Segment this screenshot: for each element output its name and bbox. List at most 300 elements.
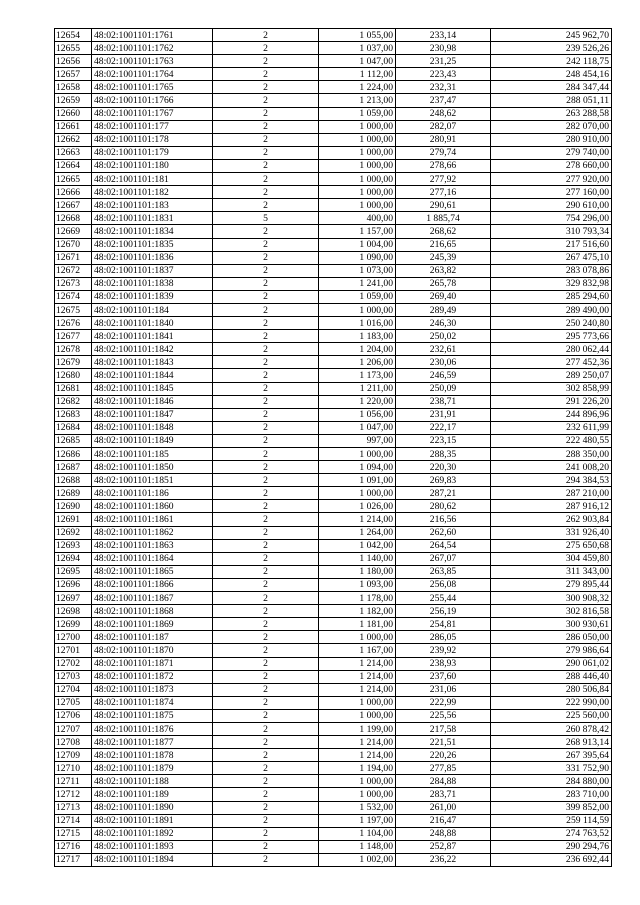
row-number-cell: 12684 — [55, 421, 92, 434]
cadastral-number-cell: 48:02:1001101:1838 — [92, 277, 213, 290]
table-row — [55, 330, 612, 343]
cadastral-value-cell: 280 506,84 — [491, 683, 612, 696]
unit-value-cell: 223,43 — [396, 68, 491, 81]
unit-value-cell: 282,07 — [396, 120, 491, 133]
table-row — [55, 500, 612, 513]
cadastral-number-cell: 48:02:1001101:1767 — [92, 107, 213, 120]
cadastral-value-cell: 267 475,10 — [491, 251, 612, 264]
unit-value-cell: 232,31 — [396, 81, 491, 94]
category-cell: 2 — [213, 81, 319, 94]
area-cell: 1 000,00 — [319, 186, 396, 199]
row-number-cell: 12712 — [55, 788, 92, 801]
category-cell: 2 — [213, 631, 319, 644]
cadastral-number-cell: 48:02:1001101:184 — [92, 303, 213, 316]
area-cell: 1 000,00 — [319, 448, 396, 461]
table-row — [55, 840, 612, 853]
row-number-cell: 12661 — [55, 120, 92, 133]
row-number-cell: 12699 — [55, 618, 92, 631]
category-cell: 2 — [213, 565, 319, 578]
area-cell: 1 000,00 — [319, 303, 396, 316]
cadastral-number-cell: 48:02:1001101:1877 — [92, 736, 213, 749]
row-number-cell: 12701 — [55, 644, 92, 657]
row-number-cell: 12705 — [55, 696, 92, 709]
cadastral-value-cell: 310 793,34 — [491, 225, 612, 238]
unit-value-cell: 237,60 — [396, 670, 491, 683]
row-number-cell: 12654 — [55, 29, 92, 42]
category-cell: 2 — [213, 343, 319, 356]
unit-value-cell: 262,60 — [396, 526, 491, 539]
area-cell: 1 241,00 — [319, 277, 396, 290]
unit-value-cell: 232,61 — [396, 343, 491, 356]
row-number-cell: 12716 — [55, 840, 92, 853]
cadastral-number-cell: 48:02:1001101:1871 — [92, 657, 213, 670]
cadastral-number-cell: 48:02:1001101:1849 — [92, 434, 213, 447]
unit-value-cell: 230,98 — [396, 42, 491, 55]
category-cell: 2 — [213, 290, 319, 303]
cadastral-number-cell: 48:02:1001101:1862 — [92, 526, 213, 539]
table-row — [55, 408, 612, 421]
cadastral-value-cell: 262 903,84 — [491, 513, 612, 526]
cadastral-value-cell: 287 916,12 — [491, 500, 612, 513]
row-number-cell: 12678 — [55, 343, 92, 356]
unit-value-cell: 286,05 — [396, 631, 491, 644]
cadastral-number-cell: 48:02:1001101:1878 — [92, 749, 213, 762]
table-row — [55, 853, 612, 866]
area-cell: 1 214,00 — [319, 749, 396, 762]
category-cell: 2 — [213, 500, 319, 513]
table-row — [55, 382, 612, 395]
row-number-cell: 12692 — [55, 526, 92, 539]
cadastral-value-cell: 217 516,60 — [491, 238, 612, 251]
unit-value-cell: 277,16 — [396, 186, 491, 199]
table-row — [55, 618, 612, 631]
table-row — [55, 696, 612, 709]
area-cell: 1 000,00 — [319, 775, 396, 788]
area-cell: 1 016,00 — [319, 317, 396, 330]
cadastral-number-cell: 48:02:1001101:1869 — [92, 618, 213, 631]
cadastral-table — [54, 28, 612, 867]
cadastral-number-cell: 48:02:1001101:1863 — [92, 539, 213, 552]
area-cell: 1 194,00 — [319, 762, 396, 775]
category-cell: 2 — [213, 369, 319, 382]
category-cell: 2 — [213, 670, 319, 683]
cadastral-number-cell: 48:02:1001101:1846 — [92, 395, 213, 408]
cadastral-number-cell: 48:02:1001101:186 — [92, 487, 213, 500]
cadastral-number-cell: 48:02:1001101:1876 — [92, 722, 213, 735]
table-row — [55, 186, 612, 199]
area-cell: 1 004,00 — [319, 238, 396, 251]
cadastral-number-cell: 48:02:1001101:1860 — [92, 500, 213, 513]
category-cell: 2 — [213, 578, 319, 591]
area-cell: 1 000,00 — [319, 173, 396, 186]
cadastral-number-cell: 48:02:1001101:1835 — [92, 238, 213, 251]
cadastral-number-cell: 48:02:1001101:1894 — [92, 853, 213, 866]
cadastral-number-cell: 48:02:1001101:1762 — [92, 42, 213, 55]
cadastral-number-cell: 48:02:1001101:1864 — [92, 552, 213, 565]
table-row — [55, 722, 612, 735]
cadastral-number-cell: 48:02:1001101:180 — [92, 159, 213, 172]
table-body — [55, 29, 612, 867]
table-row — [55, 448, 612, 461]
cadastral-value-cell: 245 962,70 — [491, 29, 612, 42]
row-number-cell: 12673 — [55, 277, 92, 290]
cadastral-value-cell: 399 852,00 — [491, 801, 612, 814]
unit-value-cell: 255,44 — [396, 592, 491, 605]
unit-value-cell: 287,21 — [396, 487, 491, 500]
area-cell: 1 204,00 — [319, 343, 396, 356]
unit-value-cell: 284,88 — [396, 775, 491, 788]
row-number-cell: 12714 — [55, 814, 92, 827]
area-cell: 1 056,00 — [319, 408, 396, 421]
unit-value-cell: 1 885,74 — [396, 212, 491, 225]
category-cell: 2 — [213, 513, 319, 526]
table-row — [55, 762, 612, 775]
cadastral-value-cell: 222 990,00 — [491, 696, 612, 709]
row-number-cell: 12715 — [55, 827, 92, 840]
row-number-cell: 12686 — [55, 448, 92, 461]
unit-value-cell: 216,56 — [396, 513, 491, 526]
table-row — [55, 356, 612, 369]
category-cell: 5 — [213, 212, 319, 225]
area-cell: 1 173,00 — [319, 369, 396, 382]
unit-value-cell: 225,56 — [396, 709, 491, 722]
table-row — [55, 133, 612, 146]
category-cell: 2 — [213, 762, 319, 775]
unit-value-cell: 233,14 — [396, 29, 491, 42]
category-cell: 2 — [213, 801, 319, 814]
table-row — [55, 159, 612, 172]
area-cell: 1 181,00 — [319, 618, 396, 631]
row-number-cell: 12659 — [55, 94, 92, 107]
cadastral-value-cell: 277 920,00 — [491, 173, 612, 186]
cadastral-value-cell: 232 611,99 — [491, 421, 612, 434]
area-cell: 1 180,00 — [319, 565, 396, 578]
cadastral-number-cell: 48:02:1001101:1867 — [92, 592, 213, 605]
row-number-cell: 12655 — [55, 42, 92, 55]
table-row — [55, 264, 612, 277]
row-number-cell: 12690 — [55, 500, 92, 513]
cadastral-number-cell: 48:02:1001101:1850 — [92, 461, 213, 474]
row-number-cell: 12694 — [55, 552, 92, 565]
category-cell: 2 — [213, 55, 319, 68]
area-cell: 1 214,00 — [319, 670, 396, 683]
row-number-cell: 12711 — [55, 775, 92, 788]
cadastral-number-cell: 48:02:1001101:1872 — [92, 670, 213, 683]
cadastral-value-cell: 294 384,53 — [491, 474, 612, 487]
row-number-cell: 12683 — [55, 408, 92, 421]
unit-value-cell: 289,49 — [396, 303, 491, 316]
cadastral-value-cell: 290 610,00 — [491, 199, 612, 212]
cadastral-number-cell: 48:02:1001101:188 — [92, 775, 213, 788]
unit-value-cell: 220,26 — [396, 749, 491, 762]
cadastral-number-cell: 48:02:1001101:1842 — [92, 343, 213, 356]
table-row — [55, 775, 612, 788]
unit-value-cell: 263,85 — [396, 565, 491, 578]
category-cell: 2 — [213, 186, 319, 199]
area-cell: 1 532,00 — [319, 801, 396, 814]
row-number-cell: 12707 — [55, 722, 92, 735]
table-row — [55, 565, 612, 578]
category-cell: 2 — [213, 526, 319, 539]
cadastral-value-cell: 287 210,00 — [491, 487, 612, 500]
area-cell: 1 059,00 — [319, 107, 396, 120]
row-number-cell: 12674 — [55, 290, 92, 303]
row-number-cell: 12710 — [55, 762, 92, 775]
row-number-cell: 12691 — [55, 513, 92, 526]
unit-value-cell: 248,88 — [396, 827, 491, 840]
table-row — [55, 801, 612, 814]
table-row — [55, 395, 612, 408]
unit-value-cell: 256,08 — [396, 578, 491, 591]
area-cell: 1 182,00 — [319, 605, 396, 618]
cadastral-number-cell: 48:02:1001101:1848 — [92, 421, 213, 434]
unit-value-cell: 217,58 — [396, 722, 491, 735]
cadastral-value-cell: 291 226,20 — [491, 395, 612, 408]
unit-value-cell: 280,62 — [396, 500, 491, 513]
unit-value-cell: 216,47 — [396, 814, 491, 827]
cadastral-number-cell: 48:02:1001101:1766 — [92, 94, 213, 107]
cadastral-number-cell: 48:02:1001101:187 — [92, 631, 213, 644]
unit-value-cell: 278,66 — [396, 159, 491, 172]
area-cell: 1 037,00 — [319, 42, 396, 55]
category-cell: 2 — [213, 644, 319, 657]
area-cell: 1 073,00 — [319, 264, 396, 277]
table-row — [55, 578, 612, 591]
row-number-cell: 12679 — [55, 356, 92, 369]
cadastral-number-cell: 48:02:1001101:1851 — [92, 474, 213, 487]
area-cell: 1 157,00 — [319, 225, 396, 238]
area-cell: 1 093,00 — [319, 578, 396, 591]
table-row — [55, 146, 612, 159]
cadastral-value-cell: 241 008,20 — [491, 461, 612, 474]
row-number-cell: 12698 — [55, 605, 92, 618]
cadastral-value-cell: 300 908,32 — [491, 592, 612, 605]
area-cell: 1 000,00 — [319, 199, 396, 212]
cadastral-value-cell: 295 773,66 — [491, 330, 612, 343]
area-cell: 1 094,00 — [319, 461, 396, 474]
table-row — [55, 605, 612, 618]
table-row — [55, 592, 612, 605]
cadastral-number-cell: 48:02:1001101:1861 — [92, 513, 213, 526]
document-page — [54, 28, 612, 867]
category-cell: 2 — [213, 722, 319, 735]
table-row — [55, 29, 612, 42]
category-cell: 2 — [213, 736, 319, 749]
cadastral-value-cell: 311 343,00 — [491, 565, 612, 578]
cadastral-number-cell: 48:02:1001101:1831 — [92, 212, 213, 225]
cadastral-number-cell: 48:02:1001101:1839 — [92, 290, 213, 303]
unit-value-cell: 265,78 — [396, 277, 491, 290]
category-cell: 2 — [213, 94, 319, 107]
unit-value-cell: 222,99 — [396, 696, 491, 709]
unit-value-cell: 283,71 — [396, 788, 491, 801]
cadastral-value-cell: 239 526,26 — [491, 42, 612, 55]
category-cell: 2 — [213, 173, 319, 186]
category-cell: 2 — [213, 68, 319, 81]
area-cell: 1 206,00 — [319, 356, 396, 369]
cadastral-value-cell: 279 895,44 — [491, 578, 612, 591]
table-row — [55, 173, 612, 186]
area-cell: 1 059,00 — [319, 290, 396, 303]
cadastral-number-cell: 48:02:1001101:1866 — [92, 578, 213, 591]
table-row — [55, 238, 612, 251]
unit-value-cell: 246,59 — [396, 369, 491, 382]
cadastral-value-cell: 284 880,00 — [491, 775, 612, 788]
cadastral-value-cell: 285 294,60 — [491, 290, 612, 303]
area-cell: 1 224,00 — [319, 81, 396, 94]
cadastral-number-cell: 48:02:1001101:182 — [92, 186, 213, 199]
cadastral-number-cell: 48:02:1001101:1844 — [92, 369, 213, 382]
table-row — [55, 513, 612, 526]
cadastral-value-cell: 290 061,02 — [491, 657, 612, 670]
row-number-cell: 12687 — [55, 461, 92, 474]
area-cell: 1 197,00 — [319, 814, 396, 827]
row-number-cell: 12695 — [55, 565, 92, 578]
cadastral-number-cell: 48:02:1001101:183 — [92, 199, 213, 212]
table-row — [55, 343, 612, 356]
category-cell: 2 — [213, 264, 319, 277]
row-number-cell: 12713 — [55, 801, 92, 814]
unit-value-cell: 269,83 — [396, 474, 491, 487]
category-cell: 2 — [213, 749, 319, 762]
cadastral-number-cell: 48:02:1001101:1893 — [92, 840, 213, 853]
area-cell: 1 055,00 — [319, 29, 396, 42]
unit-value-cell: 237,47 — [396, 94, 491, 107]
category-cell: 2 — [213, 133, 319, 146]
row-number-cell: 12685 — [55, 434, 92, 447]
unit-value-cell: 216,65 — [396, 238, 491, 251]
cadastral-number-cell: 48:02:1001101:1865 — [92, 565, 213, 578]
table-row — [55, 827, 612, 840]
row-number-cell: 12672 — [55, 264, 92, 277]
cadastral-value-cell: 288 051,11 — [491, 94, 612, 107]
category-cell: 2 — [213, 120, 319, 133]
area-cell: 1 002,00 — [319, 853, 396, 866]
cadastral-value-cell: 248 454,16 — [491, 68, 612, 81]
category-cell: 2 — [213, 395, 319, 408]
row-number-cell: 12656 — [55, 55, 92, 68]
row-number-cell: 12703 — [55, 670, 92, 683]
category-cell: 2 — [213, 330, 319, 343]
category-cell: 2 — [213, 317, 319, 330]
category-cell: 2 — [213, 199, 319, 212]
area-cell: 1 214,00 — [319, 657, 396, 670]
unit-value-cell: 245,39 — [396, 251, 491, 264]
area-cell: 1 264,00 — [319, 526, 396, 539]
table-row — [55, 788, 612, 801]
table-row — [55, 303, 612, 316]
unit-value-cell: 252,87 — [396, 840, 491, 853]
row-number-cell: 12709 — [55, 749, 92, 762]
cadastral-value-cell: 242 118,75 — [491, 55, 612, 68]
table-row — [55, 631, 612, 644]
cadastral-number-cell: 48:02:1001101:1890 — [92, 801, 213, 814]
cadastral-number-cell: 48:02:1001101:1891 — [92, 814, 213, 827]
area-cell: 1 000,00 — [319, 133, 396, 146]
category-cell: 2 — [213, 303, 319, 316]
unit-value-cell: 231,25 — [396, 55, 491, 68]
area-cell: 1 000,00 — [319, 146, 396, 159]
row-number-cell: 12689 — [55, 487, 92, 500]
area-cell: 1 000,00 — [319, 788, 396, 801]
cadastral-number-cell: 48:02:1001101:1843 — [92, 356, 213, 369]
cadastral-number-cell: 48:02:1001101:1840 — [92, 317, 213, 330]
cadastral-value-cell: 284 347,44 — [491, 81, 612, 94]
table-row — [55, 277, 612, 290]
unit-value-cell: 267,07 — [396, 552, 491, 565]
area-cell: 1 214,00 — [319, 736, 396, 749]
row-number-cell: 12702 — [55, 657, 92, 670]
unit-value-cell: 238,71 — [396, 395, 491, 408]
unit-value-cell: 277,92 — [396, 173, 491, 186]
table-row — [55, 81, 612, 94]
row-number-cell: 12665 — [55, 173, 92, 186]
unit-value-cell: 221,51 — [396, 736, 491, 749]
cadastral-number-cell: 48:02:1001101:1763 — [92, 55, 213, 68]
cadastral-value-cell: 236 692,44 — [491, 853, 612, 866]
area-cell: 1 214,00 — [319, 513, 396, 526]
table-row — [55, 369, 612, 382]
row-number-cell: 12708 — [55, 736, 92, 749]
row-number-cell: 12704 — [55, 683, 92, 696]
category-cell: 2 — [213, 29, 319, 42]
cadastral-number-cell: 48:02:1001101:1764 — [92, 68, 213, 81]
cadastral-number-cell: 48:02:1001101:185 — [92, 448, 213, 461]
cadastral-value-cell: 283 078,86 — [491, 264, 612, 277]
cadastral-value-cell: 288 350,00 — [491, 448, 612, 461]
row-number-cell: 12658 — [55, 81, 92, 94]
table-row — [55, 120, 612, 133]
unit-value-cell: 261,00 — [396, 801, 491, 814]
area-cell: 1 199,00 — [319, 722, 396, 735]
table-row — [55, 644, 612, 657]
cadastral-value-cell: 275 650,68 — [491, 539, 612, 552]
unit-value-cell: 263,82 — [396, 264, 491, 277]
cadastral-number-cell: 48:02:1001101:1761 — [92, 29, 213, 42]
category-cell: 2 — [213, 539, 319, 552]
unit-value-cell: 250,09 — [396, 382, 491, 395]
table-row — [55, 107, 612, 120]
row-number-cell: 12662 — [55, 133, 92, 146]
cadastral-number-cell: 48:02:1001101:1870 — [92, 644, 213, 657]
cadastral-value-cell: 289 490,00 — [491, 303, 612, 316]
cadastral-value-cell: 280 910,00 — [491, 133, 612, 146]
cadastral-value-cell: 286 050,00 — [491, 631, 612, 644]
cadastral-value-cell: 300 930,61 — [491, 618, 612, 631]
cadastral-number-cell: 48:02:1001101:1836 — [92, 251, 213, 264]
row-number-cell: 12657 — [55, 68, 92, 81]
cadastral-value-cell: 225 560,00 — [491, 709, 612, 722]
table-row — [55, 94, 612, 107]
area-cell: 1 220,00 — [319, 395, 396, 408]
unit-value-cell: 230,06 — [396, 356, 491, 369]
unit-value-cell: 223,15 — [396, 434, 491, 447]
cadastral-number-cell: 48:02:1001101:181 — [92, 173, 213, 186]
cadastral-value-cell: 282 070,00 — [491, 120, 612, 133]
row-number-cell: 12668 — [55, 212, 92, 225]
category-cell: 2 — [213, 107, 319, 120]
area-cell: 1 211,00 — [319, 382, 396, 395]
cadastral-value-cell: 331 752,90 — [491, 762, 612, 775]
category-cell: 2 — [213, 421, 319, 434]
cadastral-number-cell: 48:02:1001101:1879 — [92, 762, 213, 775]
cadastral-value-cell: 277 160,00 — [491, 186, 612, 199]
cadastral-value-cell: 259 114,59 — [491, 814, 612, 827]
table-row — [55, 68, 612, 81]
table-row — [55, 683, 612, 696]
unit-value-cell: 246,30 — [396, 317, 491, 330]
unit-value-cell: 236,22 — [396, 853, 491, 866]
